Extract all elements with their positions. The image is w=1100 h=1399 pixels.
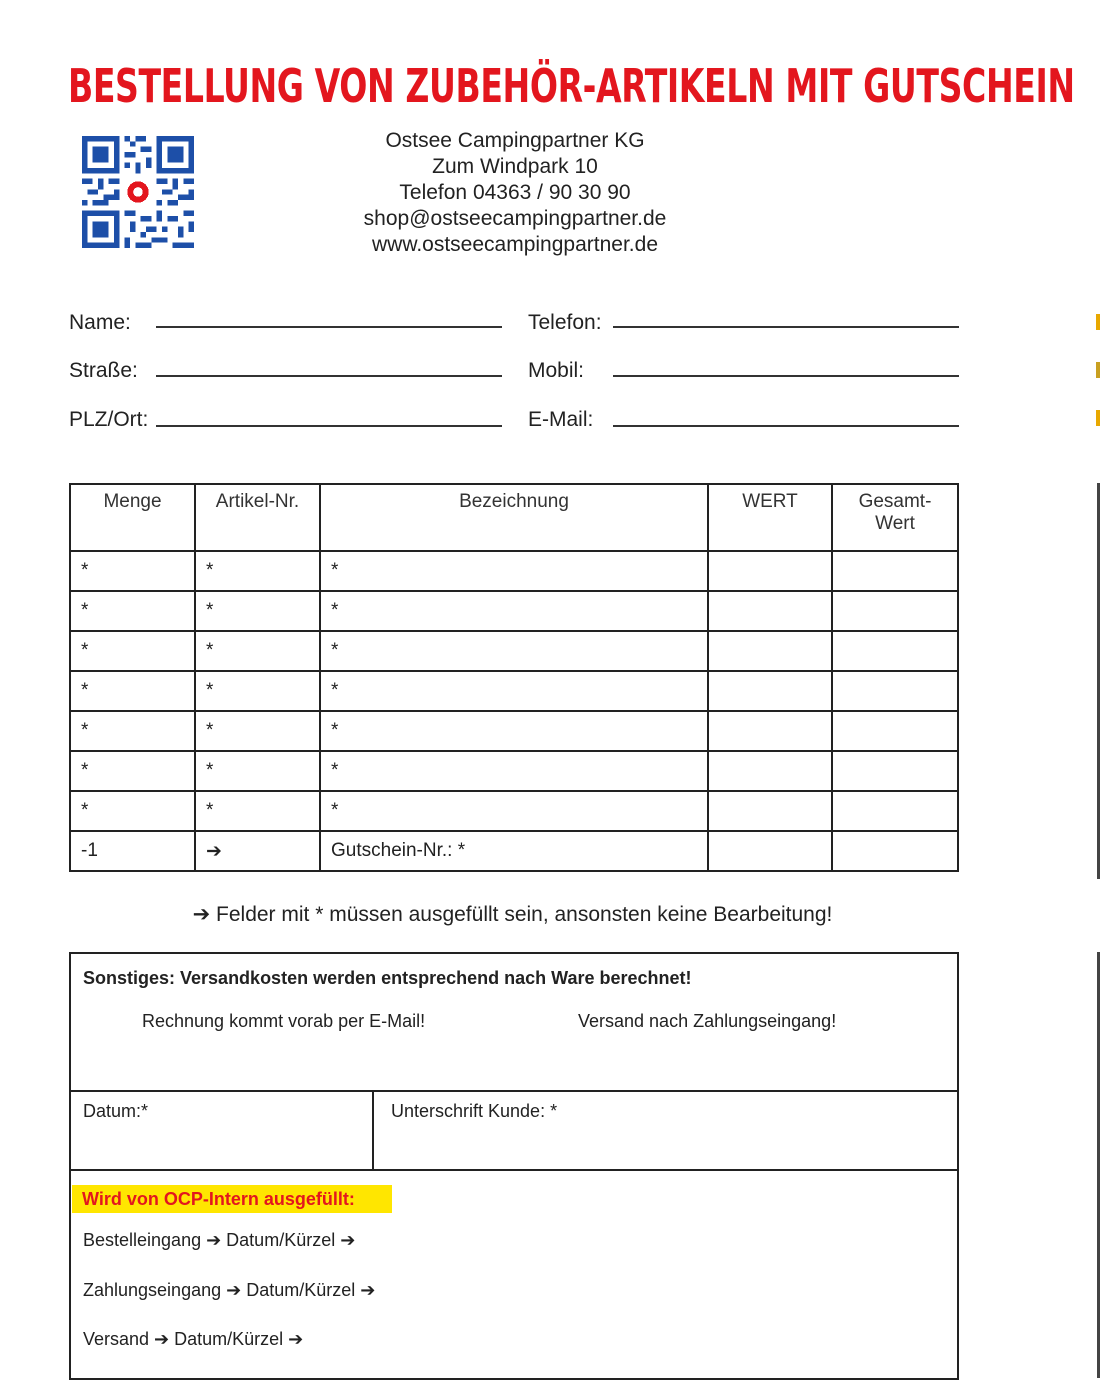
name-label: Name:	[69, 311, 131, 334]
table-row	[70, 791, 958, 831]
order-table	[69, 483, 959, 872]
mobile-field[interactable]	[613, 375, 959, 377]
artikel-nr-cell[interactable]: *	[195, 591, 320, 631]
bezeichnung-cell[interactable]: *	[320, 791, 708, 831]
street-label: Straße:	[69, 359, 138, 382]
gesamt-wert-cell[interactable]	[832, 711, 958, 751]
table-row	[70, 591, 958, 631]
company-web: www.ostseecampingpartner.de	[372, 233, 658, 256]
phone-label: Telefon:	[528, 311, 602, 334]
voucher-number-cell[interactable]: Gutschein-Nr.: *	[320, 831, 708, 871]
wert-cell[interactable]	[708, 711, 832, 751]
voucher-row	[70, 831, 958, 871]
next-page-edge	[1096, 410, 1100, 426]
artikel-nr-cell[interactable]: *	[195, 791, 320, 831]
next-page-edge	[1096, 314, 1100, 330]
header-wert: WERT	[708, 484, 832, 551]
wert-cell[interactable]	[708, 751, 832, 791]
voucher-arrow-cell: ➔	[195, 831, 320, 871]
table-header-row	[70, 484, 958, 551]
gesamt-wert-cell[interactable]	[832, 671, 958, 711]
artikel-nr-cell[interactable]: *	[195, 751, 320, 791]
header-menge: Menge	[70, 484, 195, 551]
order-received-line: Bestelleingang ➔ Datum/Kürzel ➔	[83, 1230, 356, 1250]
company-name: Ostsee Campingpartner KG	[385, 129, 645, 152]
bezeichnung-cell[interactable]: *	[320, 671, 708, 711]
signature-label: Unterschrift Kunde: *	[391, 1101, 558, 1121]
qr-code-icon	[82, 136, 194, 248]
bezeichnung-cell[interactable]: *	[320, 551, 708, 591]
voucher-menge-cell[interactable]: -1	[70, 831, 195, 871]
divider	[372, 1090, 374, 1171]
bezeichnung-cell[interactable]: *	[320, 631, 708, 671]
header-gesamt-wert: Gesamt- Wert	[832, 484, 958, 551]
artikel-nr-cell[interactable]: *	[195, 631, 320, 671]
invoice-text: Rechnung kommt vorab per E-Mail!	[142, 1011, 426, 1031]
divider	[69, 1090, 957, 1092]
table-row	[70, 671, 958, 711]
gesamt-wert-cell[interactable]	[832, 751, 958, 791]
wert-cell[interactable]	[708, 631, 832, 671]
wert-cell[interactable]	[708, 591, 832, 631]
table-row	[70, 551, 958, 591]
company-email: shop@ostseecampingpartner.de	[363, 207, 667, 230]
table-row	[70, 751, 958, 791]
gesamt-wert-cell[interactable]	[832, 591, 958, 631]
shipping-text: Versand nach Zahlungseingang!	[578, 1011, 837, 1031]
wert-cell[interactable]	[708, 551, 832, 591]
company-address	[300, 128, 730, 258]
wert-cell[interactable]	[708, 791, 832, 831]
company-phone: Telefon 04363 / 90 30 90	[399, 181, 631, 204]
payment-received-line: Zahlungseingang ➔ Datum/Kürzel ➔	[83, 1280, 376, 1300]
internal-use-title: Wird von OCP-Intern ausgefüllt:	[72, 1185, 392, 1213]
voucher-wert-cell[interactable]	[708, 831, 832, 871]
menge-cell[interactable]: *	[70, 551, 195, 591]
table-row	[70, 711, 958, 751]
city-field[interactable]	[156, 425, 502, 427]
artikel-nr-cell[interactable]: *	[195, 711, 320, 751]
street-field[interactable]	[156, 375, 502, 377]
divider	[69, 1169, 957, 1171]
email-label: E-Mail:	[528, 408, 594, 431]
gesamt-wert-cell[interactable]	[832, 791, 958, 831]
required-fields-note: ➔ Felder mit * müssen ausgefüllt sein, ansonsten keine Bearbeitung!	[192, 903, 833, 926]
phone-field[interactable]	[613, 326, 959, 328]
gesamt-wert-cell[interactable]	[832, 551, 958, 591]
menge-cell[interactable]: *	[70, 711, 195, 751]
city-label: PLZ/Ort:	[69, 408, 149, 431]
email-field[interactable]	[613, 425, 959, 427]
menge-cell[interactable]: *	[70, 591, 195, 631]
shipped-line: Versand ➔ Datum/Kürzel ➔	[83, 1329, 304, 1349]
menge-cell[interactable]: *	[70, 671, 195, 711]
company-street: Zum Windpark 10	[432, 155, 598, 178]
mobile-label: Mobil:	[528, 359, 585, 382]
next-page-edge	[1096, 362, 1100, 378]
date-label: Datum:*	[83, 1101, 149, 1121]
menge-cell[interactable]: *	[70, 631, 195, 671]
header-bezeichnung: Bezeichnung	[320, 484, 708, 551]
name-field[interactable]	[156, 326, 502, 328]
menge-cell[interactable]: *	[70, 791, 195, 831]
menge-cell[interactable]: *	[70, 751, 195, 791]
page-title: BESTELLUNG VON ZUBEHÖR-ARTIKELN MIT GUTSCHEIN	[68, 59, 1075, 113]
sonstiges-text: Sonstiges: Versandkosten werden entsprechend nach Ware berechnet!	[83, 968, 692, 988]
wert-cell[interactable]	[708, 671, 832, 711]
header-artikel-nr: Artikel-Nr.	[195, 484, 320, 551]
artikel-nr-cell[interactable]: *	[195, 671, 320, 711]
bezeichnung-cell[interactable]: *	[320, 711, 708, 751]
signature-field[interactable]	[376, 1125, 954, 1167]
voucher-gesamt-wert-cell[interactable]	[832, 831, 958, 871]
table-row	[70, 631, 958, 671]
gesamt-wert-cell[interactable]	[832, 631, 958, 671]
artikel-nr-cell[interactable]: *	[195, 551, 320, 591]
bezeichnung-cell[interactable]: *	[320, 751, 708, 791]
bezeichnung-cell[interactable]: *	[320, 591, 708, 631]
date-field[interactable]	[72, 1125, 370, 1167]
